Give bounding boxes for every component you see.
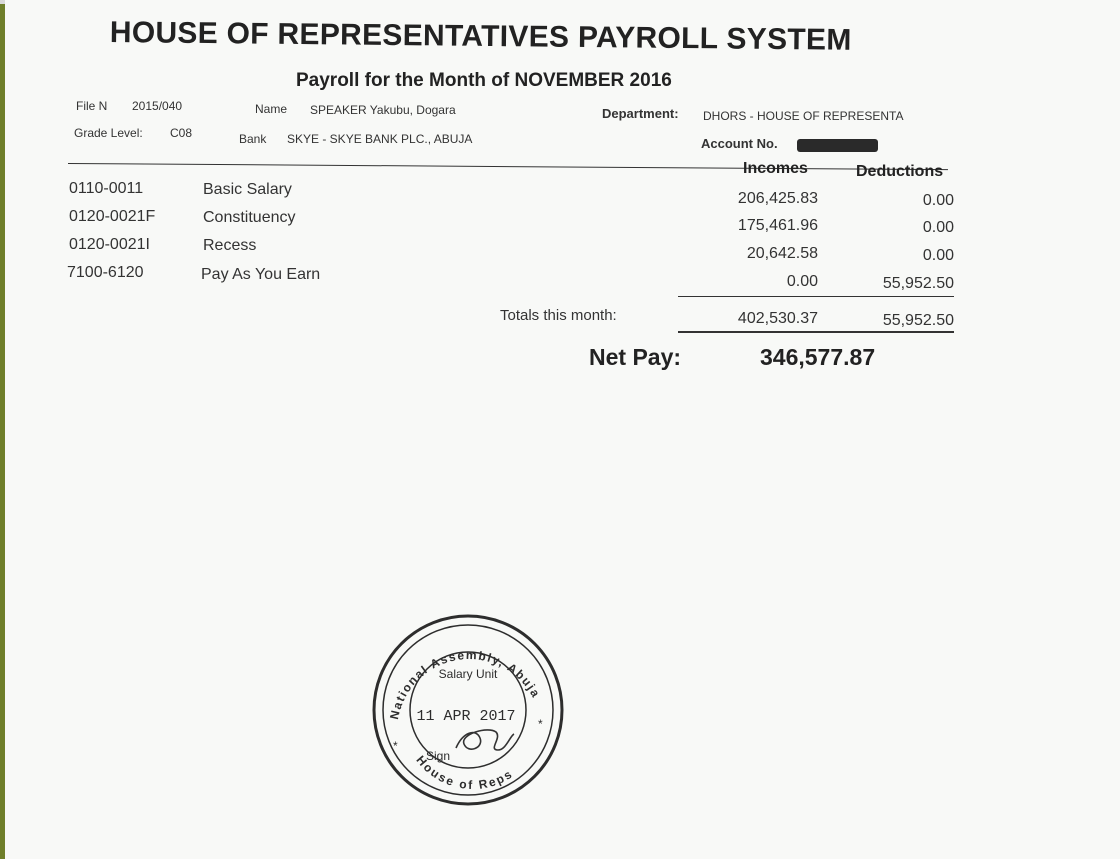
document-title: HOUSE OF REPRESENTATIVES PAYROLL SYSTEM bbox=[109, 16, 852, 57]
file-number-label: File N bbox=[76, 99, 108, 113]
row-income: 175,461.96 bbox=[737, 217, 818, 234]
grade-level-value: C08 bbox=[170, 126, 193, 140]
net-pay-label: Net Pay: bbox=[589, 344, 682, 370]
row-income: 20,642.58 bbox=[746, 245, 818, 262]
total-rule bbox=[678, 331, 954, 333]
row-deduction: 0.00 bbox=[922, 219, 954, 236]
signature-scribble bbox=[456, 730, 514, 750]
row-income: 206,425.83 bbox=[737, 190, 818, 207]
name-label: Name bbox=[255, 102, 288, 116]
total-income: 402,530.37 bbox=[737, 310, 818, 327]
stamp-star-right-icon: * bbox=[538, 717, 543, 731]
name-value: SPEAKER Yakubu, Dogara bbox=[310, 103, 456, 117]
department-value: DHORS - HOUSE OF REPRESENTA bbox=[703, 109, 904, 123]
stamp-outer-text: National Assembly, Abuja bbox=[387, 647, 544, 721]
stamp-sign-label: Sign bbox=[426, 749, 451, 763]
department-label: Department: bbox=[602, 106, 679, 121]
row-name: Pay As You Earn bbox=[201, 266, 321, 283]
row-code: 0110-0011 bbox=[69, 180, 144, 197]
official-stamp bbox=[368, 610, 568, 810]
stamp-bottom-text: House of Reps bbox=[413, 752, 516, 793]
grade-level-label: Grade Level: bbox=[74, 126, 143, 140]
row-code: 0120-0021I bbox=[69, 236, 150, 253]
bank-label: Bank bbox=[239, 132, 267, 146]
total-deduction: 55,952.50 bbox=[882, 312, 954, 329]
row-deduction: 0.00 bbox=[922, 192, 954, 209]
account-number-redaction bbox=[797, 139, 878, 152]
account-number-label: Account No. bbox=[701, 136, 778, 151]
row-deduction: 55,952.50 bbox=[882, 275, 954, 292]
stamp-star-left-icon: * bbox=[393, 739, 398, 753]
subtotal-rule bbox=[678, 296, 954, 297]
row-code: 0120-0021F bbox=[69, 208, 156, 225]
totals-label: Totals this month: bbox=[500, 307, 617, 324]
deductions-column-header: Deductions bbox=[856, 163, 944, 180]
net-pay-value: 346,577.87 bbox=[760, 344, 876, 370]
row-name: Constituency bbox=[203, 209, 296, 226]
file-number-value: 2015/040 bbox=[132, 99, 183, 113]
bank-value: SKYE - SKYE BANK PLC., ABUJA bbox=[287, 132, 473, 146]
row-code: 7100-6120 bbox=[67, 264, 144, 281]
stamp-date-text: 11 APR 2017 bbox=[416, 708, 516, 725]
row-name: Basic Salary bbox=[203, 181, 292, 198]
document-subtitle: Payroll for the Month of NOVEMBER 2016 bbox=[296, 70, 672, 91]
stamp-unit-text: Salary Unit bbox=[438, 667, 498, 681]
row-name: Recess bbox=[203, 237, 257, 254]
row-income: 0.00 bbox=[786, 273, 818, 290]
incomes-column-header: Incomes bbox=[743, 160, 808, 177]
row-deduction: 0.00 bbox=[922, 247, 954, 264]
